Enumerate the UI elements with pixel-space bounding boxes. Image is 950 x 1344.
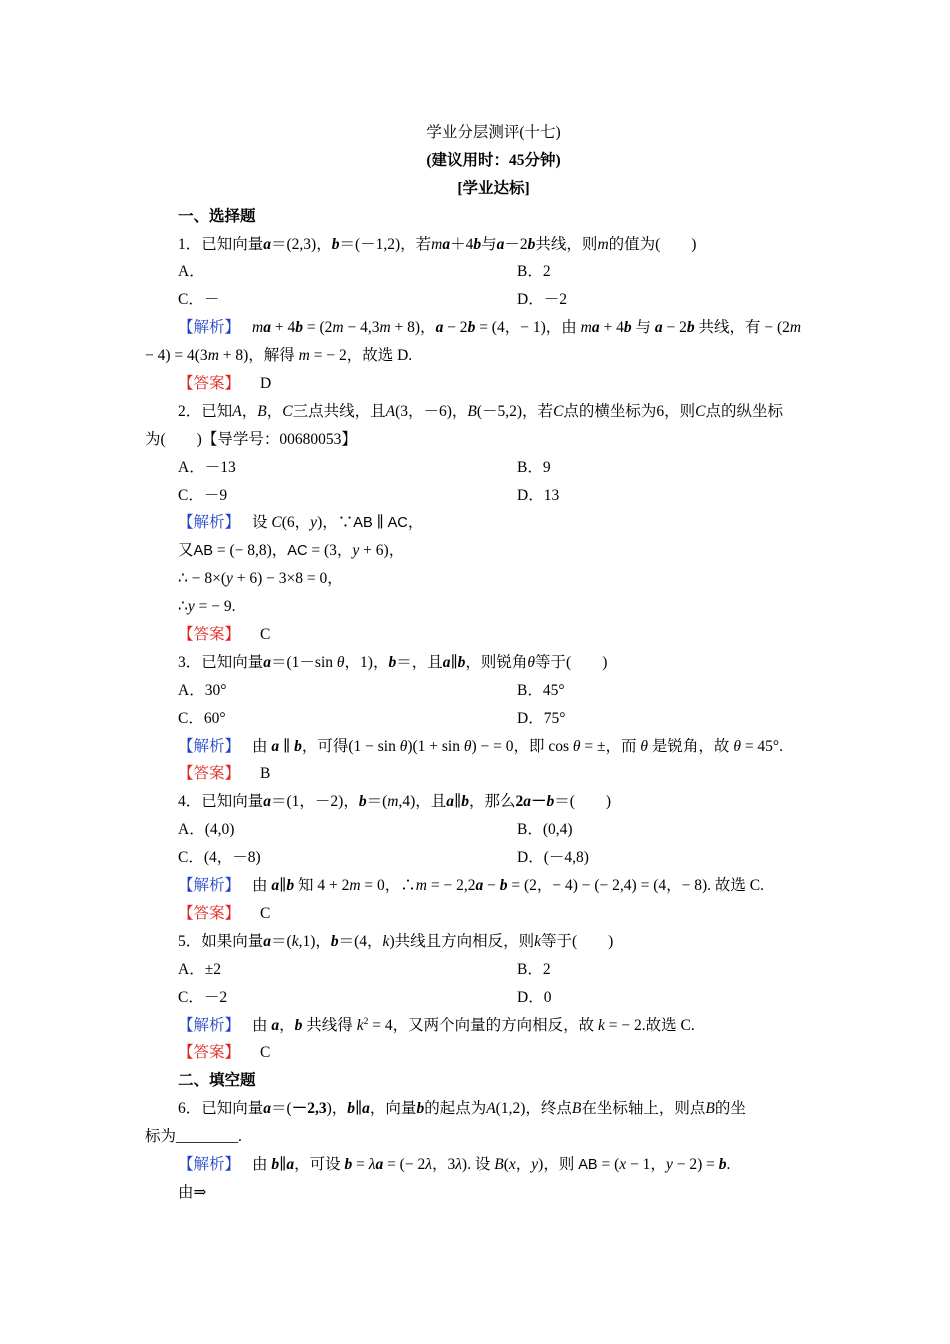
question-6 [145, 1095, 810, 1207]
text-run: AB [353, 515, 373, 532]
text-run: θ [572, 737, 581, 755]
text-run: + 6)， [359, 542, 405, 560]
text-run: C [282, 402, 293, 420]
text-run: b [457, 653, 466, 671]
text-run: (－5,2)，若 [476, 402, 554, 420]
question-stem [145, 1095, 810, 1123]
text-run: ＝( [366, 793, 388, 811]
text-run: b [467, 319, 476, 337]
text-run: ， [266, 402, 283, 420]
text-run: B [257, 402, 267, 420]
text-run: ∥ [279, 737, 295, 755]
text-run: ＝( [271, 1100, 292, 1118]
option-d: D．－2 [517, 291, 567, 309]
text-run: = 45°. [740, 737, 784, 755]
text-run: ，1)， [344, 653, 389, 671]
text-run: = (2，− 4) − (− 2,4) = (4，− 8). 故选 C. [507, 877, 764, 895]
option-c: C．－ [178, 291, 220, 309]
analysis-line [145, 314, 810, 342]
analysis-line [145, 342, 810, 370]
text-run: 由 [252, 1155, 272, 1173]
question-1 [145, 231, 810, 398]
answer-label: 【答案】 [178, 1044, 241, 1062]
text-run: －2 [504, 235, 528, 253]
options-row [145, 454, 810, 482]
text-run: + 8)，解得 [218, 347, 299, 365]
text-run: = [352, 1155, 369, 1173]
answer-value: C [260, 626, 271, 644]
text-run: a [496, 235, 505, 253]
option-a: A．－13 [178, 458, 236, 476]
text-run: ∥ [450, 653, 458, 671]
text-run: B [494, 1155, 504, 1173]
text-run: ，那么 [468, 793, 516, 811]
text-run: AB [193, 543, 213, 560]
answer-value: C [260, 904, 271, 922]
text-run: 与 [481, 235, 497, 253]
text-run: (3，－6)， [395, 402, 468, 420]
text-run: b [388, 653, 397, 671]
text-run: ，向量 [369, 1100, 417, 1118]
answer-line [145, 1039, 810, 1067]
option-a: A．±2 [178, 960, 221, 978]
text-run: = ±，而 [580, 737, 641, 755]
text-run: 点的横坐标为6，则 [563, 402, 696, 420]
text-run: b [718, 1155, 727, 1173]
document-page [145, 119, 810, 1207]
text-run: + 6) − 3×8 = 0， [232, 570, 343, 588]
question-4 [145, 788, 810, 927]
analysis-line [145, 1151, 810, 1179]
text-run: − 2) = [672, 1155, 719, 1173]
analysis-text [252, 319, 801, 336]
analysis-label: 【解析】 [178, 514, 241, 532]
text-run: 等于( ) [541, 932, 614, 950]
text-run: m [415, 877, 427, 895]
text-run: ＝(4， [338, 932, 383, 950]
text-run: b [461, 793, 469, 811]
text-run: ∥ [279, 1155, 287, 1173]
analysis-line [145, 872, 810, 900]
text-run: m [252, 319, 264, 337]
text-run: AC [387, 515, 408, 532]
text-run: k [291, 932, 299, 950]
analysis-text [252, 1156, 730, 1173]
text-run: AC [287, 543, 308, 560]
text-run: ， [279, 1016, 295, 1034]
text-run: m [298, 347, 310, 365]
text-run: a [271, 1016, 280, 1034]
text-run: a [271, 877, 280, 895]
text-run: a [263, 932, 272, 950]
text-run: m [580, 319, 592, 337]
analysis-text [252, 877, 764, 894]
text-run: 知 4 + 2 [294, 877, 350, 895]
text-run: ＝(2,3)， [271, 235, 332, 253]
text-run: B [705, 1100, 715, 1118]
analysis-line [145, 565, 810, 593]
answer-value: D [260, 375, 272, 393]
option-c: C．60° [178, 709, 226, 727]
text-run: B [571, 1100, 582, 1118]
text-run: 4．已知向量 [178, 793, 264, 811]
question-stem [145, 231, 810, 259]
option-b: B．2 [517, 263, 551, 281]
text-run: 共线，有 − (2 [694, 319, 790, 337]
text-run: b [294, 737, 302, 755]
text-run: k [534, 932, 541, 950]
text-run: 与 [631, 319, 655, 337]
options-row [145, 844, 810, 872]
text-run: a [435, 319, 444, 337]
text-run: b [686, 319, 695, 337]
text-run: A [486, 1100, 496, 1118]
text-run: = ( [597, 1155, 620, 1173]
text-run: a [375, 1155, 384, 1173]
text-run: ,4)，且 [398, 793, 447, 811]
text-run: a [442, 653, 451, 671]
analysis-label: 【解析】 [178, 319, 241, 337]
option-a: A． [178, 263, 205, 281]
text-run: AB [578, 1156, 598, 1173]
text-run: 的坐 [714, 1100, 746, 1118]
question-5 [145, 928, 810, 1067]
option-a: A．(4,0) [178, 821, 235, 839]
section-heading: 二、填空题 [178, 1072, 256, 1090]
text-run: x [508, 1155, 516, 1173]
text-run: b [347, 1100, 355, 1118]
text-run: ＝(1－sin [271, 653, 337, 671]
text-run: ∥ [355, 1100, 363, 1118]
text-run: − [483, 877, 500, 895]
question-stem [145, 788, 810, 816]
answer-line [145, 900, 810, 928]
text-run: ＝(－1,2)，若 [339, 235, 432, 253]
text-run: ＝(1，－2)， [271, 793, 359, 811]
text-run: 设 [252, 514, 272, 532]
text-run: )， [326, 1100, 348, 1118]
text-run: = (2 [302, 319, 333, 337]
text-run: ∴ − 8×( [178, 570, 227, 588]
answer-value: B [260, 765, 271, 783]
text-run: b [271, 1155, 280, 1173]
text-run: k [598, 1016, 605, 1034]
text-run: ＋4 [450, 235, 474, 253]
answer-line [145, 370, 810, 398]
text-run: m [379, 319, 391, 337]
text-run: a [654, 319, 663, 337]
question-2 [145, 398, 810, 649]
text-run: b [344, 1155, 353, 1173]
answer-label: 【答案】 [178, 626, 241, 644]
text-run: 2 [363, 1015, 369, 1027]
text-run: ，可得(1 − sin [301, 737, 400, 755]
text-run: + 4 [270, 319, 296, 337]
text-run: b [330, 932, 339, 950]
text-run: b [286, 877, 295, 895]
text-run: ∴ [178, 598, 188, 616]
analysis-line [145, 1179, 810, 1207]
question-stem [145, 1123, 810, 1151]
text-run: a [286, 1155, 295, 1173]
text-run: = (− 2 [383, 1155, 426, 1173]
question-stem [145, 928, 810, 956]
text-run: 3．已知向量 [178, 653, 264, 671]
text-run: y [531, 1155, 539, 1173]
analysis-label: 【解析】 [178, 877, 241, 895]
text-run: θ [640, 737, 649, 755]
text-run: b [295, 319, 303, 337]
text-run: y [310, 514, 318, 532]
text-run: a [271, 737, 280, 755]
options-row [145, 258, 810, 286]
analysis-line [145, 733, 810, 761]
text-run: m [207, 347, 219, 365]
text-run: a [263, 235, 272, 253]
text-run: (1,2)，终点 [495, 1100, 572, 1118]
text-run: − 4) = 4(3 [145, 347, 208, 365]
text-run: y [352, 542, 360, 560]
text-run: C [553, 402, 564, 420]
text-run: 1．已知向量 [178, 235, 264, 253]
text-run: = − 2,2 [426, 877, 476, 895]
text-run: k [356, 1016, 364, 1034]
option-b: B．(0,4) [517, 821, 573, 839]
text-run: . [726, 1155, 731, 1173]
text-run: b [546, 793, 555, 811]
text-run: a [263, 1100, 272, 1118]
options-row [145, 482, 810, 510]
text-run: = (3， [307, 542, 353, 560]
analysis-label: 【解析】 [178, 737, 241, 755]
text-run: k [382, 932, 390, 950]
text-run: a [475, 877, 484, 895]
text-run: 点的纵坐标 [705, 402, 784, 420]
option-c: C．－2 [178, 988, 228, 1006]
text-run: λ [425, 1155, 432, 1173]
section-heading: 一、选择题 [178, 207, 256, 225]
text-run: a [362, 1100, 370, 1118]
text-run: = − 9. [194, 598, 236, 616]
analysis-text [252, 1017, 695, 1034]
text-run: + 8)， [390, 319, 436, 337]
text-run: + 4 [599, 319, 624, 337]
text-run: = − 2，故选 D. [309, 347, 413, 365]
fill-section [145, 1067, 810, 1206]
answer-label: 【答案】 [178, 765, 241, 783]
text-run: b [358, 793, 367, 811]
text-run: 在坐标轴上，则点 [581, 1100, 706, 1118]
option-d: D．13 [517, 486, 560, 504]
section-tag: [学业达标] [457, 179, 530, 197]
text-run: − 2 [443, 319, 468, 337]
text-run: ∥ [372, 514, 388, 532]
text-run: )，则 [538, 1155, 579, 1173]
options-row [145, 677, 810, 705]
options-row [145, 286, 810, 314]
question-stem [145, 649, 810, 677]
analysis-text [252, 514, 423, 531]
text-run: ∥ [279, 877, 287, 895]
option-c: C．(4，－8) [178, 849, 261, 867]
text-run: ∥ [454, 793, 462, 811]
text-run: m [597, 235, 609, 253]
text-run: = − 2.故选 C. [604, 1016, 695, 1034]
text-run: C [271, 514, 282, 532]
text-run: C [695, 402, 706, 420]
text-run: ＝( [271, 932, 292, 950]
text-run: = 0，∴ [360, 877, 416, 895]
text-run: 由 [252, 877, 272, 895]
options-row [145, 816, 810, 844]
answer-label: 【答案】 [178, 904, 241, 922]
analysis-line [145, 593, 810, 621]
text-run: 的值为( ) [608, 235, 697, 253]
text-run: = (− 8,8)， [212, 542, 288, 560]
text-run: 标为________. [145, 1128, 242, 1146]
text-run: λ [368, 1155, 376, 1173]
text-run: y [187, 598, 195, 616]
time-hint: (建议用时：45分钟) [426, 151, 561, 169]
text-run: 等于( ) [535, 653, 608, 671]
text-run: = (4，− 1)，由 [475, 319, 581, 337]
analysis-label: 【解析】 [178, 1016, 241, 1034]
text-run: 的起点为 [424, 1100, 487, 1118]
text-run: y [665, 1155, 673, 1173]
text-run: ， [241, 402, 258, 420]
text-run: m [332, 319, 344, 337]
text-run: m [431, 235, 443, 253]
answer-value: C [260, 1044, 271, 1062]
text-run: x [619, 1155, 627, 1173]
text-run: ，3 [431, 1155, 456, 1173]
text-run: λ [455, 1155, 462, 1173]
text-run: 由⇒ [178, 1183, 207, 1201]
text-run: a [263, 793, 272, 811]
text-run: 为( )【导学号：00680053】 [145, 430, 357, 448]
answer-label: 【答案】 [178, 375, 241, 393]
text-run: a [446, 793, 455, 811]
option-b: B．45° [517, 681, 565, 699]
text-run: m [349, 877, 361, 895]
option-d: D．(－4,8) [517, 849, 589, 867]
text-run: 又 [178, 542, 194, 560]
text-run: A [232, 402, 242, 420]
option-c: C．－9 [178, 486, 228, 504]
text-run: )，∵ [317, 514, 354, 532]
text-run: ＝，且 [396, 653, 443, 671]
text-run: b [473, 235, 482, 253]
text-run: b [331, 235, 340, 253]
option-b: B．2 [517, 960, 551, 978]
text-run: ,1)， [298, 932, 331, 950]
text-run: − 2 [662, 319, 687, 337]
choice-section [145, 203, 810, 1068]
options-row [145, 956, 810, 984]
text-run: ). 设 [461, 1155, 495, 1173]
text-run: 三点共线，且 [292, 402, 386, 420]
text-run: θ [733, 737, 741, 755]
option-d: D．0 [517, 988, 552, 1006]
options-row [145, 705, 810, 733]
text-run: 共线得 [302, 1016, 357, 1034]
text-run: a [263, 319, 271, 337]
text-run: m [387, 793, 399, 811]
text-run: − 1， [626, 1155, 666, 1173]
text-run: θ [527, 653, 536, 671]
text-run: )共线且方向相反，则 [389, 932, 535, 950]
text-run: －2,3 [291, 1100, 327, 1118]
text-run: ， [515, 1155, 532, 1173]
text-run: b [294, 1016, 303, 1034]
text-run: − 4,3 [343, 319, 380, 337]
options-row [145, 984, 810, 1012]
option-a: A．30° [178, 681, 227, 699]
text-run: ，可设 [294, 1155, 345, 1173]
option-d: D．75° [517, 709, 566, 727]
analysis-text [252, 738, 783, 755]
answer-line [145, 621, 810, 649]
text-run: m [789, 319, 802, 337]
text-run: b [623, 319, 632, 337]
text-run: 5．如果向量 [178, 932, 264, 950]
text-run: θ [399, 737, 408, 755]
text-run: 由 [252, 737, 272, 755]
answer-line [145, 760, 810, 788]
text-run: B [467, 402, 477, 420]
text-run: )(1 + sin [407, 737, 464, 755]
text-run: (6， [281, 514, 311, 532]
question-3 [145, 649, 810, 788]
text-run: a [523, 793, 531, 811]
text-run: ，则锐角 [465, 653, 528, 671]
text-run: 由 [252, 1016, 272, 1034]
text-run: b [416, 1100, 425, 1118]
option-b: B．9 [517, 458, 551, 476]
text-run: a [263, 653, 272, 671]
question-stem [145, 398, 810, 426]
analysis-label: 【解析】 [178, 1155, 241, 1173]
text-run: ( [503, 1155, 509, 1173]
text-run: ) − = 0，即 cos [471, 737, 573, 755]
text-run: 共线，则 [535, 235, 598, 253]
text-run: b [499, 877, 508, 895]
text-run: a [591, 319, 600, 337]
text-run: θ [336, 653, 345, 671]
text-run: b [527, 235, 536, 253]
text-run: θ [463, 737, 472, 755]
text-run: 6．已知向量 [178, 1100, 264, 1118]
analysis-line [145, 509, 810, 537]
question-stem [145, 426, 810, 454]
text-run: ＝( ) [554, 793, 612, 811]
text-run: ， [407, 514, 424, 532]
text-run: A [385, 402, 396, 420]
text-run: 2．已知 [178, 402, 233, 420]
text-run: a [442, 235, 451, 253]
text-run: 2 [515, 793, 524, 811]
text-run: 是锐角，故 [648, 737, 734, 755]
text-run: y [226, 570, 233, 588]
page-title: 学业分层测评(十七) [426, 124, 561, 141]
text-run: － [530, 793, 547, 811]
analysis-line [145, 1012, 810, 1040]
analysis-line [145, 537, 810, 565]
text-run: = 4，又两个向量的方向相反，故 [368, 1016, 598, 1034]
